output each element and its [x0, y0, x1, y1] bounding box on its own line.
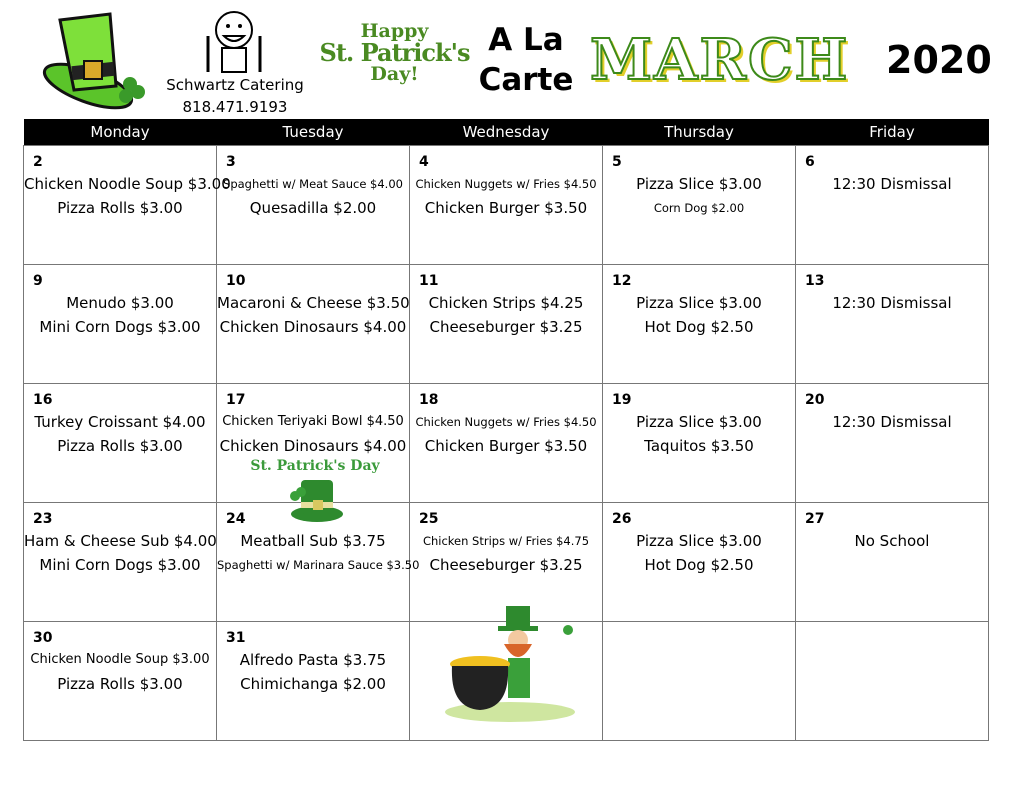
day-cell-5: [603, 146, 796, 265]
menu-item: Pizza Rolls $3.00: [57, 199, 183, 217]
day-cell-13: [796, 265, 989, 384]
day-number: 10: [226, 273, 246, 289]
day-number: 23: [33, 511, 53, 527]
menu-item: Meatball Sub $3.75: [240, 532, 386, 550]
day-number: 20: [805, 392, 825, 408]
menu-item: Chicken Noodle Soup $3.00: [30, 652, 210, 667]
menu-item: Mini Corn Dogs $3.00: [39, 556, 201, 574]
day-number: 16: [33, 392, 53, 408]
page-title: [478, 20, 574, 100]
menu-item: Alfredo Pasta $3.75: [239, 651, 387, 669]
menu-item: Chicken Nuggets w/ Fries $4.50: [415, 177, 597, 191]
menu-item: Hot Dog $2.50: [644, 556, 754, 574]
day-cell-30: [24, 622, 217, 741]
day-number: 19: [612, 392, 632, 408]
menu-item: Corn Dog $2.00: [653, 201, 745, 215]
menu-item: Ham & Cheese Sub $4.00: [24, 532, 217, 550]
day-number: 12: [612, 273, 632, 289]
day-number: 3: [226, 154, 236, 170]
day-number: [612, 630, 795, 648]
menu-item: Spaghetti w/ Marinara Sauce $3.50: [217, 558, 420, 572]
day-cell-23: [24, 503, 217, 622]
menu-item: Chicken Noodle Soup $3.00: [24, 175, 231, 193]
menu-item: Hot Dog $2.50: [644, 318, 754, 336]
green-hat-icon: [285, 476, 345, 524]
menu-item: Macaroni & Cheese $3.50: [217, 294, 410, 312]
menu-item: Chicken Burger $3.50: [424, 437, 588, 455]
day-number: 17: [226, 392, 246, 408]
greeting-line-2: St. Patrick's: [319, 38, 470, 67]
day-cell-16: [24, 384, 217, 503]
day-number: 2: [33, 154, 43, 170]
day-number: 31: [226, 630, 246, 646]
menu-item: Chicken Teriyaki Bowl $4.50: [222, 414, 404, 429]
day-cell-11: [410, 265, 603, 384]
month-title: MARCH: [590, 27, 850, 93]
year-label: 2020: [886, 38, 992, 82]
menu-item: Taquitos $3.50: [644, 437, 754, 455]
day-cell-19: [603, 384, 796, 503]
weekday-header-row: [24, 119, 989, 146]
day-cell-3: [217, 146, 410, 265]
empty-day-cell: [603, 622, 796, 741]
day-cell-18: [410, 384, 603, 503]
day-number: 13: [805, 273, 825, 289]
weekday-header-friday: Friday: [796, 119, 989, 146]
title-line-2: Carte: [478, 62, 574, 98]
menu-item: Chicken Nuggets w/ Fries $4.50: [415, 415, 597, 429]
day-cell-31: [217, 622, 410, 741]
menu-item: Pizza Rolls $3.00: [57, 437, 183, 455]
day-cell-10: [217, 265, 410, 384]
menu-item: Menudo $3.00: [66, 294, 174, 312]
week-row: [24, 146, 989, 265]
day-number: 6: [805, 154, 815, 170]
day-cell-4: [410, 146, 603, 265]
day-number: 27: [805, 511, 825, 527]
day-cell-27: [796, 503, 989, 622]
menu-item: Quesadilla $2.00: [249, 199, 377, 217]
menu-item: Pizza Slice $3.00: [636, 175, 762, 193]
weekday-header-tuesday: Tuesday: [217, 119, 410, 146]
day-number: 9: [33, 273, 43, 289]
menu-item: Chicken Strips $4.25: [428, 294, 584, 312]
day-number: 18: [419, 392, 439, 408]
day-cell-2: [24, 146, 231, 265]
day-number: 26: [612, 511, 632, 527]
st-patricks-greeting: [312, 22, 477, 84]
day-cell-12: [603, 265, 796, 384]
day-note: 12:30 Dismissal: [832, 413, 952, 431]
title-line-1: A La: [488, 22, 564, 58]
day-note: 12:30 Dismissal: [832, 175, 952, 193]
weekday-header-monday: Monday: [24, 119, 217, 146]
menu-item: Mini Corn Dogs $3.00: [39, 318, 201, 336]
day-number: [805, 630, 988, 648]
menu-item: Turkey Croissant $4.00: [34, 413, 206, 431]
caterer-name: Schwartz Catering: [166, 76, 304, 94]
leprechaun-hat-icon: [38, 8, 148, 113]
menu-item: Cheeseburger $3.25: [429, 556, 583, 574]
menu-item: Pizza Rolls $3.00: [57, 675, 183, 693]
menu-item: Chicken Strips w/ Fries $4.75: [422, 534, 590, 548]
day-cell-6: [796, 146, 989, 265]
day-number: 24: [226, 511, 246, 527]
weekday-header-wednesday: Wednesday: [410, 119, 603, 146]
menu-item: Cheeseburger $3.25: [429, 318, 583, 336]
day-cell-9: [24, 265, 217, 384]
day-number: 11: [419, 273, 439, 289]
day-number: 5: [612, 154, 622, 170]
week-row: [24, 384, 989, 503]
menu-item: Spaghetti w/ Meat Sauce $4.00: [223, 177, 403, 191]
empty-day-cell: [796, 622, 989, 741]
weekday-header-thursday: Thursday: [603, 119, 796, 146]
day-cell-26: [603, 503, 796, 622]
day-note: No School: [854, 532, 930, 550]
week-row: [24, 265, 989, 384]
day-cell-20: [796, 384, 989, 503]
day-number: 25: [419, 511, 439, 527]
menu-item: Chimichanga $2.00: [240, 675, 386, 693]
menu-item: Chicken Dinosaurs $4.00: [219, 318, 407, 336]
greeting-line-3: Day!: [370, 63, 419, 85]
menu-item: Pizza Slice $3.00: [636, 294, 762, 312]
day-number: 30: [33, 630, 53, 646]
chef-logo-icon: [198, 6, 270, 78]
caterer-phone: 818.471.9193: [182, 98, 288, 116]
menu-item: Chicken Dinosaurs $4.00: [219, 437, 407, 455]
menu-item: Pizza Slice $3.00: [636, 413, 762, 431]
day-note: 12:30 Dismissal: [832, 294, 952, 312]
menu-item: Pizza Slice $3.00: [636, 532, 762, 550]
greeting-line-1: Happy: [360, 20, 429, 42]
day-number: 4: [419, 154, 429, 170]
menu-item: Chicken Burger $3.50: [424, 199, 588, 217]
st-patricks-day-label: St. Patrick's Day: [250, 458, 380, 474]
leprechaun-pot-of-gold-icon: [440, 600, 580, 725]
